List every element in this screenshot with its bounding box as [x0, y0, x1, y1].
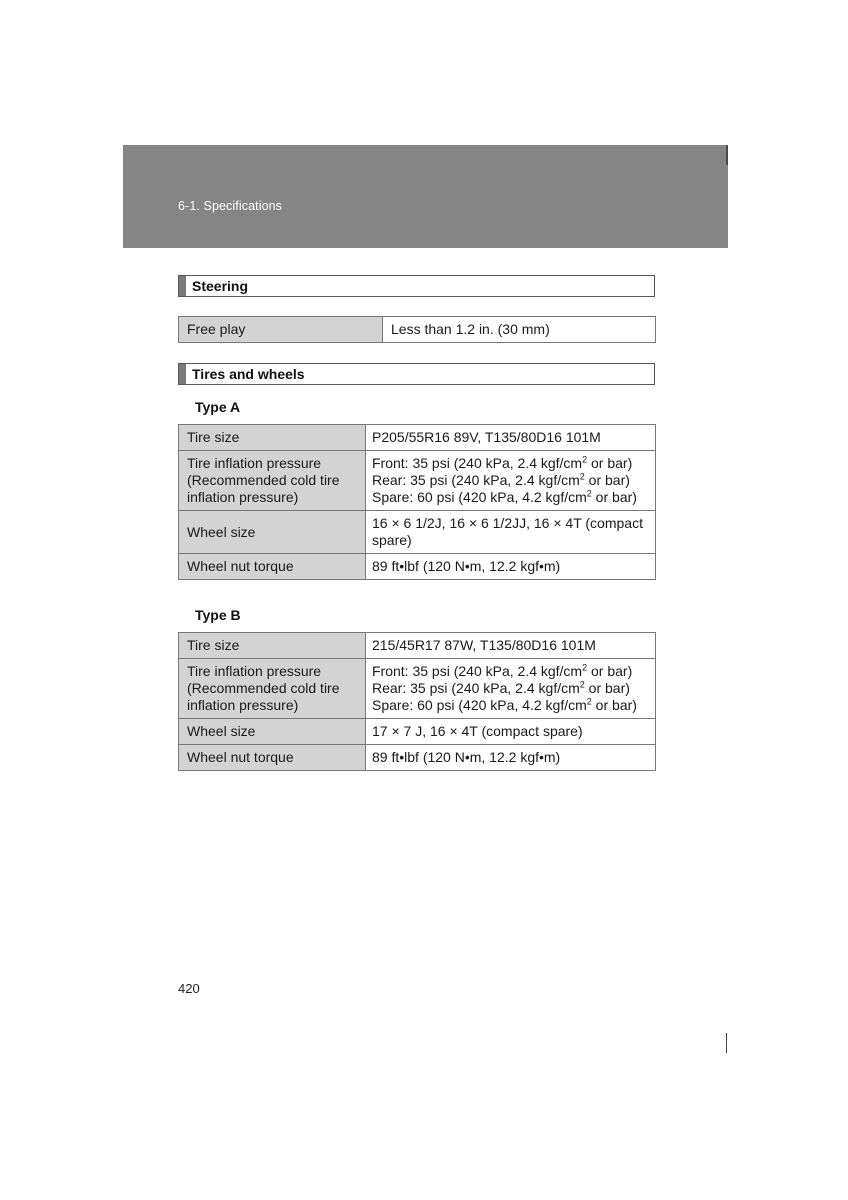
spec-value-inflation-pressure	[366, 451, 656, 511]
superscript: 2	[582, 662, 588, 673]
section-heading-tires-wheels	[178, 363, 655, 385]
table-row	[179, 745, 656, 771]
spec-value-wheel-nut-torque: 89 ft•lbf (120 N•m, 12.2 kgf•m)	[366, 554, 656, 580]
page-number: 420	[178, 981, 200, 996]
superscript: 2	[579, 471, 585, 482]
section-heading-label: Steering	[192, 278, 249, 294]
label-line: Tire inflation pressure	[187, 455, 322, 471]
spec-value-wheel-size: 17 × 7 J, 16 × 4T (compact spare)	[366, 719, 656, 745]
rear-pressure: Rear: 35 psi (240 kPa, 2.4 kgf/cm	[372, 472, 580, 488]
unit-suffix: or bar)	[587, 663, 633, 679]
label-line: (Recommended cold tire	[187, 680, 340, 696]
section-heading-marker	[179, 364, 186, 384]
section-heading-label: Tires and wheels	[192, 366, 305, 382]
table-row	[179, 317, 656, 343]
label-line: inflation pressure)	[187, 697, 299, 713]
unit-suffix: or bar)	[587, 455, 633, 471]
spec-label-wheel-nut-torque: Wheel nut torque	[179, 554, 366, 580]
front-pressure: Front: 35 psi (240 kPa, 2.4 kgf/cm	[372, 663, 583, 679]
table-row	[179, 451, 656, 511]
steering-spec-table	[178, 316, 656, 343]
table-row	[179, 633, 656, 659]
section-heading-steering	[178, 275, 655, 297]
spec-label-inflation-pressure	[179, 451, 366, 511]
spec-value-wheel-nut-torque: 89 ft•lbf (120 N•m, 12.2 kgf•m)	[366, 745, 656, 771]
page-edge-marker	[726, 1033, 727, 1053]
label-line: inflation pressure)	[187, 489, 299, 505]
unit-suffix: or bar)	[591, 697, 637, 713]
spec-label-free-play: Free play	[179, 317, 383, 343]
type-b-heading: Type B	[195, 607, 241, 623]
rear-pressure: Rear: 35 psi (240 kPa, 2.4 kgf/cm	[372, 680, 580, 696]
unit-suffix: or bar)	[591, 489, 637, 505]
spec-value-tire-size: P205/55R16 89V, T135/80D16 101M	[366, 425, 656, 451]
spec-value-wheel-size: 16 × 6 1/2J, 16 × 6 1/2JJ, 16 × 4T (compact spare)	[366, 511, 656, 554]
spec-label-wheel-size: Wheel size	[179, 719, 366, 745]
unit-suffix: or bar)	[584, 472, 630, 488]
label-line: Tire inflation pressure	[187, 663, 322, 679]
header-edge-marker	[726, 145, 728, 165]
spec-label-wheel-nut-torque: Wheel nut torque	[179, 745, 366, 771]
section-heading-marker	[179, 276, 186, 296]
superscript: 2	[586, 696, 592, 707]
spec-label-inflation-pressure	[179, 659, 366, 719]
spec-label-wheel-size: Wheel size	[179, 511, 366, 554]
front-pressure: Front: 35 psi (240 kPa, 2.4 kgf/cm	[372, 455, 583, 471]
type-a-spec-table	[178, 424, 656, 580]
table-row	[179, 719, 656, 745]
table-row	[179, 511, 656, 554]
spec-label-tire-size: Tire size	[179, 425, 366, 451]
table-row	[179, 425, 656, 451]
type-a-heading: Type A	[195, 399, 241, 415]
table-row	[179, 554, 656, 580]
label-line: (Recommended cold tire	[187, 472, 340, 488]
unit-suffix: or bar)	[584, 680, 630, 696]
spec-value-inflation-pressure	[366, 659, 656, 719]
superscript: 2	[582, 454, 588, 465]
spare-pressure: Spare: 60 psi (420 kPa, 4.2 kgf/cm	[372, 489, 587, 505]
spec-label-tire-size: Tire size	[179, 633, 366, 659]
breadcrumb: 6-1. Specifications	[178, 199, 283, 213]
superscript: 2	[579, 679, 585, 690]
type-b-spec-table	[178, 632, 656, 771]
spec-value-free-play: Less than 1.2 in. (30 mm)	[383, 317, 656, 343]
spec-value-tire-size: 215/45R17 87W, T135/80D16 101M	[366, 633, 656, 659]
chapter-header-band	[123, 145, 728, 248]
table-row	[179, 659, 656, 719]
spare-pressure: Spare: 60 psi (420 kPa, 4.2 kgf/cm	[372, 697, 587, 713]
superscript: 2	[586, 488, 592, 499]
